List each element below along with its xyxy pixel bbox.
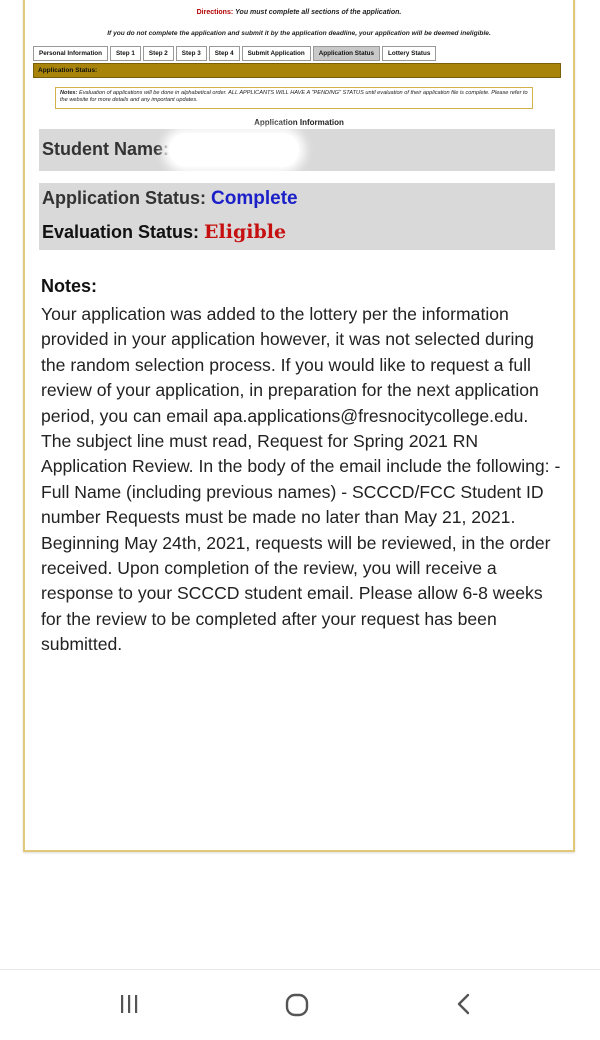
notice-label: Notes: — [60, 90, 78, 96]
status-section-header: Application Status: — [33, 63, 561, 78]
recent-apps-button[interactable] — [109, 992, 149, 1022]
directions — [25, 9, 573, 16]
redacted-student-name — [169, 133, 299, 167]
deadline-warning: If you do not complete the application and submit it by the application deadline, your application will be deemed ineligible. — [107, 30, 491, 37]
student-name-label: Student Name: — [42, 139, 170, 159]
home-button[interactable] — [277, 992, 317, 1022]
back-icon — [452, 992, 476, 1016]
evaluation-status-value: Eligible — [204, 221, 287, 243]
evaluation-status-label: Evaluation Status: — [42, 222, 200, 242]
home-icon — [284, 992, 310, 1018]
tab-step-3[interactable]: Step 3 — [176, 46, 207, 61]
notes-body: Your application was added to the lottery per the information provided in your application however, it was not selected during the random selection process. If you would like to request a full review of your application, in preparation for the next application period, you can email apa.applications@fresnocitycollege.edu. The subject line must read, Request for Spring 2021 RN Application Review. In the body of the email include the following: - Full Name (including previous names) - SCCCD/FCC Student ID number Requests must be made no later than May 21, 2021. Beginning May 24th, 2021, requests will be reviewed, in the order received. Upon completion of the review, you will receive a response to your SCCCD student email. Please allow 6-8 weeks for the review to be completed after your request has been submitted. — [41, 304, 561, 655]
application-status-label: Application Status: — [42, 188, 207, 208]
recent-apps-icon — [117, 992, 141, 1016]
evaluation-notice — [55, 87, 533, 109]
application-information-heading: Application Information — [254, 118, 344, 127]
tab-bar — [33, 46, 436, 61]
tab-step-4[interactable]: Step 4 — [209, 46, 240, 61]
tab-personal-information[interactable]: Personal Information — [33, 46, 108, 61]
directions-label: Directions: — [196, 9, 234, 16]
application-status-row — [42, 188, 298, 210]
notes-heading: Notes: — [41, 276, 98, 296]
application-frame — [23, 0, 575, 852]
tab-step-1[interactable]: Step 1 — [110, 46, 141, 61]
tab-application-status[interactable]: Application Status — [313, 46, 380, 61]
tab-step-2[interactable]: Step 2 — [143, 46, 174, 61]
tab-submit-application[interactable]: Submit Application — [242, 46, 311, 61]
application-info-panel — [39, 129, 555, 250]
android-navigation-bar — [0, 969, 600, 1040]
evaluation-status-row — [42, 221, 286, 243]
application-status-value: Complete — [211, 188, 298, 209]
notice-text: Evaluation of applications will be done in alphabetical order. ALL APPLICANTS WILL HAVE A "PENDING" STATUS until evaluation of their application file is complete. Please refer to the website for more details and any important updates. — [60, 90, 528, 103]
panel-divider — [39, 171, 555, 183]
directions-text: You must complete all sections of the application. — [235, 9, 402, 16]
back-button[interactable] — [444, 992, 484, 1022]
tab-lottery-status[interactable]: Lottery Status — [382, 46, 436, 61]
